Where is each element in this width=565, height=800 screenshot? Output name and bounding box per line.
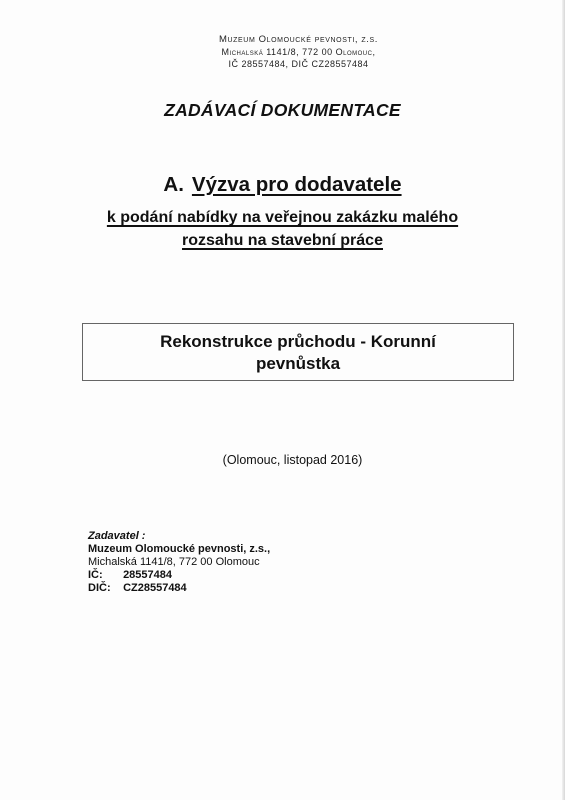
section-letter: A. bbox=[163, 173, 184, 196]
authority-label: Zadavatel : bbox=[88, 530, 146, 542]
project-title-line-1: Rekonstrukce průchodu - Korunní bbox=[160, 332, 436, 351]
project-title-box bbox=[82, 323, 514, 381]
subtitle-line-1: k podání nabídky na veřejnou zakázku malého bbox=[106, 209, 459, 226]
project-title-line-2: pevnůstka bbox=[255, 354, 341, 373]
letterhead bbox=[0, 33, 565, 70]
authority-name: Muzeum Olomoucké pevnosti, z.s., bbox=[88, 543, 271, 555]
letterhead-ids: IČ 28557484, DIČ CZ28557484 bbox=[228, 59, 369, 69]
letterhead-address: Michalská 1141/8, 772 00 Olomouc, bbox=[221, 47, 376, 57]
letterhead-organization: Muzeum Olomoucké pevnosti, z.s. bbox=[218, 34, 379, 45]
place-and-date: (Olomouc, listopad 2016) bbox=[222, 453, 363, 467]
authority-ic-label: IČ: bbox=[88, 569, 103, 581]
document-kind-heading: ZADÁVACÍ DOKUMENTACE bbox=[164, 100, 401, 120]
authority-dic-value: CZ28557484 bbox=[123, 582, 187, 594]
section-subtitle bbox=[0, 206, 565, 252]
section-title-text: Výzva pro dodavatele bbox=[191, 173, 402, 196]
subtitle-line-2: rozsahu na stavební práce bbox=[182, 232, 383, 249]
authority-address: Michalská 1141/8, 772 00 Olomouc bbox=[88, 556, 260, 568]
authority-ic-row bbox=[88, 569, 270, 582]
contracting-authority bbox=[88, 530, 270, 595]
authority-dic-label: DIČ: bbox=[88, 582, 111, 594]
authority-ic-value: 28557484 bbox=[123, 569, 173, 581]
section-title bbox=[0, 173, 565, 197]
authority-dic-row bbox=[88, 582, 270, 595]
